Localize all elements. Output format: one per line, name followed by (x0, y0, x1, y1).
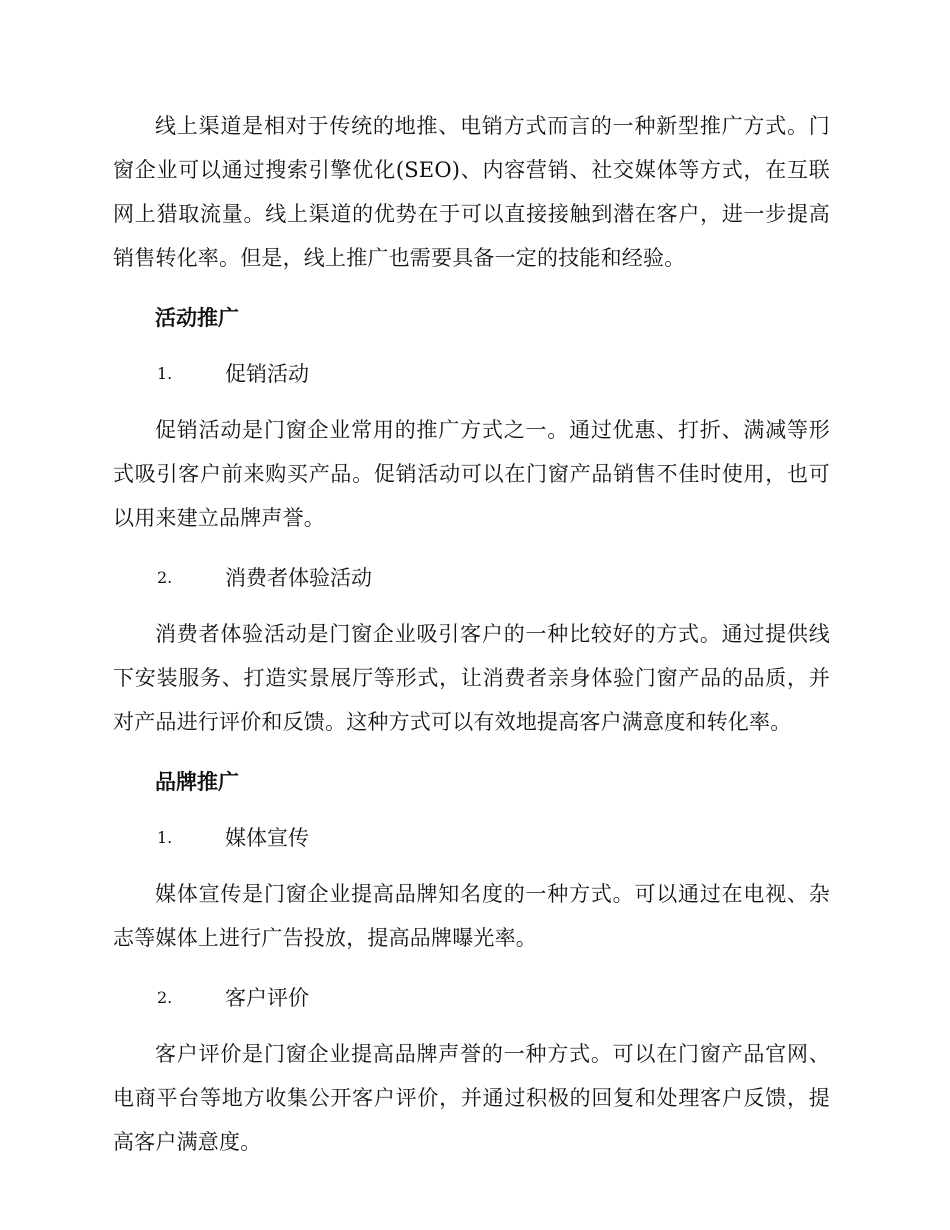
paragraph-consumer-experience: 消费者体验活动是门窗企业吸引客户的一种比较好的方式。通过提供线下安装服务、打造实景展厅等形式，让消费者亲身体验门窗产品的品质，并对产品进行评价和反馈。这种方式可以有效地提高客户满意度和转化率。 (113, 622, 830, 734)
section-heading-brand-promotion: 品牌推广 (155, 769, 239, 794)
paragraph-media: 媒体宣传是门窗企业提高品牌知名度的一种方式。可以通过在电视、杂志等媒体上进行广告投放，提高品牌曝光率。 (113, 882, 830, 950)
paragraph-promotion: 促销活动是门窗企业常用的推广方式之一。通过优惠、打折、满减等形式吸引客户前来购买产品。促销活动可以在门窗产品销售不佳时使用，也可以用来建立品牌声誉。 (113, 418, 830, 530)
list-number: 2. (157, 568, 173, 587)
list-item-promotion (113, 352, 830, 396)
list-item-consumer-experience (113, 556, 830, 600)
list-item-label: 客户评价 (225, 986, 309, 1010)
section-heading-activity-promotion: 活动推广 (155, 305, 239, 330)
list-item-label: 媒体宣传 (225, 826, 309, 850)
list-item-label: 促销活动 (225, 362, 309, 386)
list-item-customer-review (113, 976, 830, 1020)
list-number: 1. (157, 364, 173, 383)
list-item-label: 消费者体验活动 (225, 566, 372, 590)
list-item-media (113, 816, 830, 860)
paragraph-online-channel: 线上渠道是相对于传统的地推、电销方式而言的一种新型推广方式。门窗企业可以通过搜索引擎优化(SEO)、内容营销、社交媒体等方式，在互联网上猎取流量。线上渠道的优势在于可以直接接触到潜在客户，进一步提高销售转化率。但是，线上推广也需要具备一定的技能和经验。 (113, 114, 830, 270)
paragraph-customer-review: 客户评价是门窗企业提高品牌声誉的一种方式。可以在门窗产品官网、电商平台等地方收集公开客户评价，并通过积极的回复和处理客户反馈，提高客户满意度。 (113, 1042, 830, 1154)
list-number: 1. (157, 828, 173, 847)
list-number: 2. (157, 988, 173, 1007)
